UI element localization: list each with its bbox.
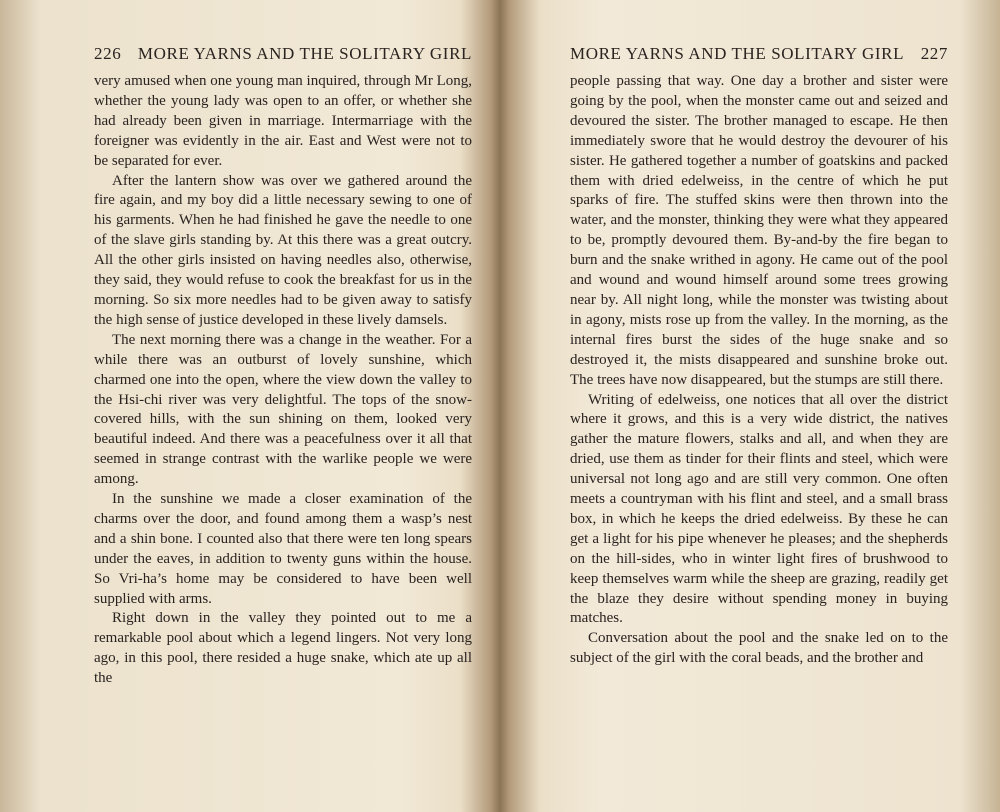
running-head: MORE YARNS AND THE SOLITARY GIRL — [570, 44, 905, 63]
paragraph: Right down in the valley they pointed out to me a remarkable pool about which a legend lingers. Not very long ago, in this pool, there resided a huge snake, which ate up all the — [94, 610, 472, 687]
page-number: 226 — [94, 44, 122, 63]
paragraph: In the sunshine we made a closer examination of the charms over the door, and found among them a wasp’s nest and a shin bone. I counted also that there were ten long spears under the eaves, in addition to twenty guns within the house. So Vri-ha’s home may be considered to have been well supplied with arms. — [94, 491, 472, 607]
paragraph: After the lantern show was over we gathered around the fire again, and my boy did a little necessary sewing to one of his garments. When he had finished he gave the needle to one of the slave girls standing by. At this there was a great outcry. All the other girls insisted on having needles also, otherwise, they said, they would refuse to cook the breakfast for us in the morning. So six more needles had to be given away to satisfy the high sense of justice developed in these lively damsels. — [94, 172, 472, 328]
right-body-text — [570, 72, 948, 669]
paragraph: people passing that way. One day a brother and sister were going by the pool, when the monster came out and seized and devoured the sister. The brother managed to escape. He then immediately swore that he would destroy the devourer of his sister. He gathered together a number of goatskins and packed them with dried edelweiss, in the centre of which he put sparks of fire. The stuffed skins were then thrown into the water, and the monster, thinking they were what they appeared to be, promptly devoured them. By-and-by the fire began to burn and the snake writhed in agony. He came out of the pool and wound and wound himself around some trees growing near by. All night long, while the monster was twisting about in agony, mists rose up from the valley. In the morning, as the internal fires burst the sides of the huge snake and so destroyed it, the mists disappeared and sunshine broke out. The trees have now disappeared, but the stumps are still there. — [570, 73, 948, 388]
page-number: 227 — [920, 44, 948, 63]
running-head: MORE YARNS AND THE SOLITARY GIRL — [137, 44, 472, 63]
paragraph: Conversation about the pool and the snake led on to the subject of the girl with the coral beads, and the brother and — [570, 630, 948, 667]
left-header — [94, 44, 472, 64]
paragraph: Writing of edelweiss, one notices that all over the district where it grows, and this is a very wide district, the natives gather the mature flowers, stalks and all, and when they are dried, use them as tinder for their flints and steel, which were universal not long ago and are still very common. One often meets a countryman with his flint and steel, and a small brass box, in which he keeps the dried edelweiss. By these he can get a light for his pipe whenever he pleases; and the shepherds on the hill-sides, who in winter light fires of brushwood to keep themselves warm while the sheep are grazing, readily get the blaze they desire without spending money in buying matches. — [570, 391, 948, 627]
right-page — [500, 0, 1000, 812]
left-body-text — [94, 72, 472, 689]
paragraph: The next morning there was a change in the weather. For a while there was an outburst of lovely sunshine, which charmed one into the open, where the view down the valley to the Hsi-chi river was very delightful. The tops of the snow-covered hills, with the sun shining on them, looked very beautiful indeed. And there was a peacefulness over it all that seemed in strange contrast with the warlike people we were among. — [94, 331, 472, 488]
right-header — [570, 44, 948, 64]
paragraph: very amused when one young man inquired, through Mr Long, whether the young lady was open to an offer, or whether she had already been given in marriage. Intermarriage with the foreigner was evidently in the air. East and West were not to be separated for ever. — [94, 73, 472, 169]
